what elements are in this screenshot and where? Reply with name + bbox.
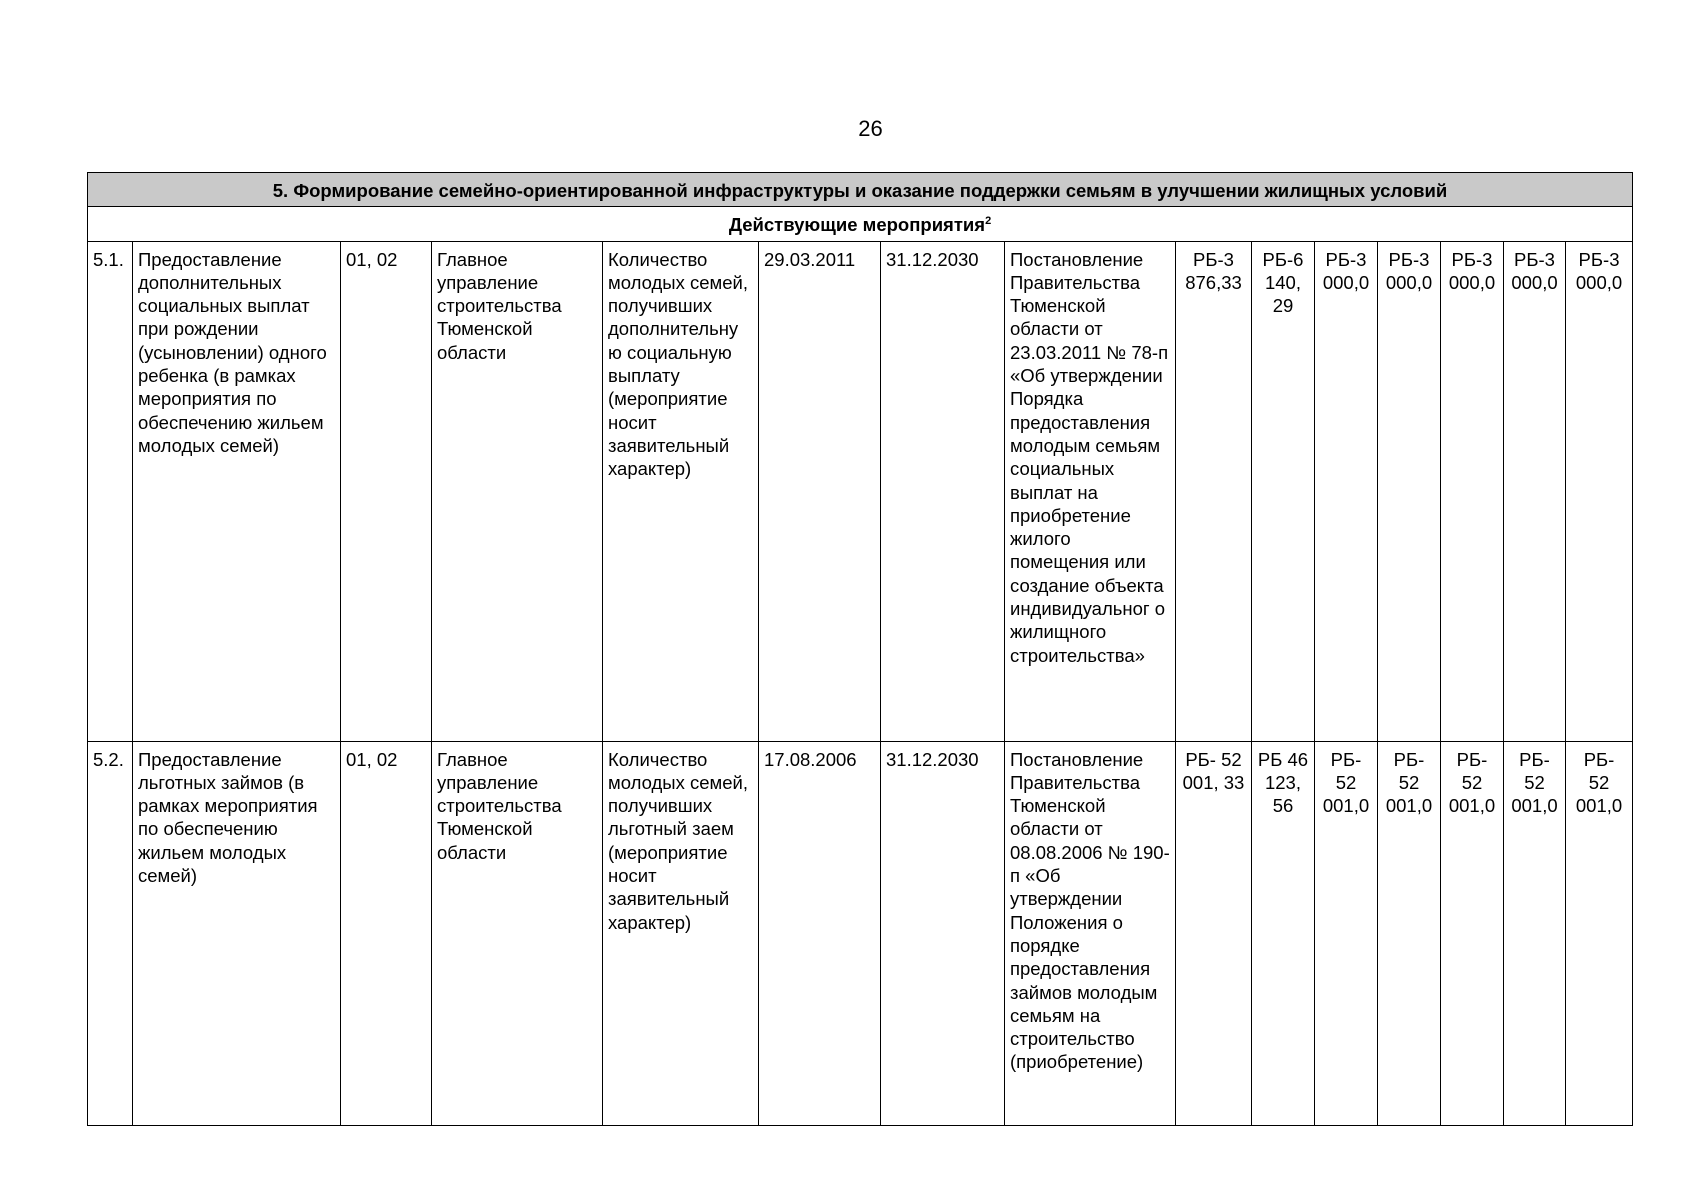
- page-number: 26: [858, 116, 883, 141]
- subsection-title-cell: [88, 207, 1633, 241]
- indicator: Количество молодых семей, получивших льготный заем (мероприятие носит заявительный характер): [603, 741, 759, 1125]
- financing-cell: РБ 46 123, 56: [1252, 741, 1315, 1125]
- start-date: 17.08.2006: [759, 741, 881, 1125]
- footnote-marker: 2: [985, 215, 992, 228]
- goal-codes: 01, 02: [341, 241, 432, 741]
- row-number: 5.2.: [88, 741, 133, 1125]
- measure-name: Предоставление дополнительных социальных выплат при рождении (усыновлении) одного ребенка (в рамках мероприятия по обеспечению жильем молодых семей): [133, 241, 341, 741]
- legal-document: Постановление Правительства Тюменской области от 23.03.2011 № 78-п «Об утверждении Порядка предоставления молодым семьям социальных выплат на приобретение жилого помещения или создание объекта индивидуальног о жилищного строительства»: [1005, 241, 1176, 741]
- legal-document: Постановление Правительства Тюменской области от 08.08.2006 № 190-п «Об утверждении Положения о порядке предоставления займов молодым семьям на строительство (приобретение): [1005, 741, 1176, 1125]
- table-row: [88, 741, 1633, 1125]
- indicator: Количество молодых семей, получивших дополнительну ю социальную выплату (мероприятие носит заявительный характер): [603, 241, 759, 741]
- financing-cell: РБ-6 140, 29: [1252, 241, 1315, 741]
- executor: Главное управление строительства Тюменской области: [432, 741, 603, 1125]
- financing-cell: РБ-3 000,0: [1566, 241, 1633, 741]
- financing-cell: РБ- 52 001,0: [1378, 741, 1441, 1125]
- end-date: 31.12.2030: [881, 241, 1005, 741]
- section-title: 5. Формирование семейно-ориентированной инфраструктуры и оказание поддержки семьям в улучшении жилищных условий: [88, 173, 1633, 207]
- financing-cell: РБ-3 000,0: [1378, 241, 1441, 741]
- financing-cell: РБ- 52 001,0: [1504, 741, 1566, 1125]
- financing-cell: РБ- 52 001,0: [1441, 741, 1504, 1125]
- start-date: 29.03.2011: [759, 241, 881, 741]
- financing-cell: РБ-3 000,0: [1315, 241, 1378, 741]
- financing-cell: РБ-3 876,33: [1176, 241, 1252, 741]
- row-number: 5.1.: [88, 241, 133, 741]
- section-header-row: [88, 173, 1633, 207]
- financing-cell: РБ-3 000,0: [1504, 241, 1566, 741]
- financing-cell: РБ- 52 001, 33: [1176, 741, 1252, 1125]
- table-row: [88, 241, 1633, 741]
- financing-cell: РБ- 52 001,0: [1566, 741, 1633, 1125]
- end-date: 31.12.2030: [881, 741, 1005, 1125]
- financing-cell: РБ-3 000,0: [1441, 241, 1504, 741]
- financing-cell: РБ- 52 001,0: [1315, 741, 1378, 1125]
- subsection-title: Действующие мероприятия: [728, 214, 986, 236]
- program-table: [87, 172, 1633, 1126]
- goal-codes: 01, 02: [341, 741, 432, 1125]
- executor: Главное управление строительства Тюменской области: [432, 241, 603, 741]
- measure-name: Предоставление льготных займов (в рамках мероприятия по обеспечению жильем молодых семей): [133, 741, 341, 1125]
- subsection-header-row: [88, 207, 1633, 241]
